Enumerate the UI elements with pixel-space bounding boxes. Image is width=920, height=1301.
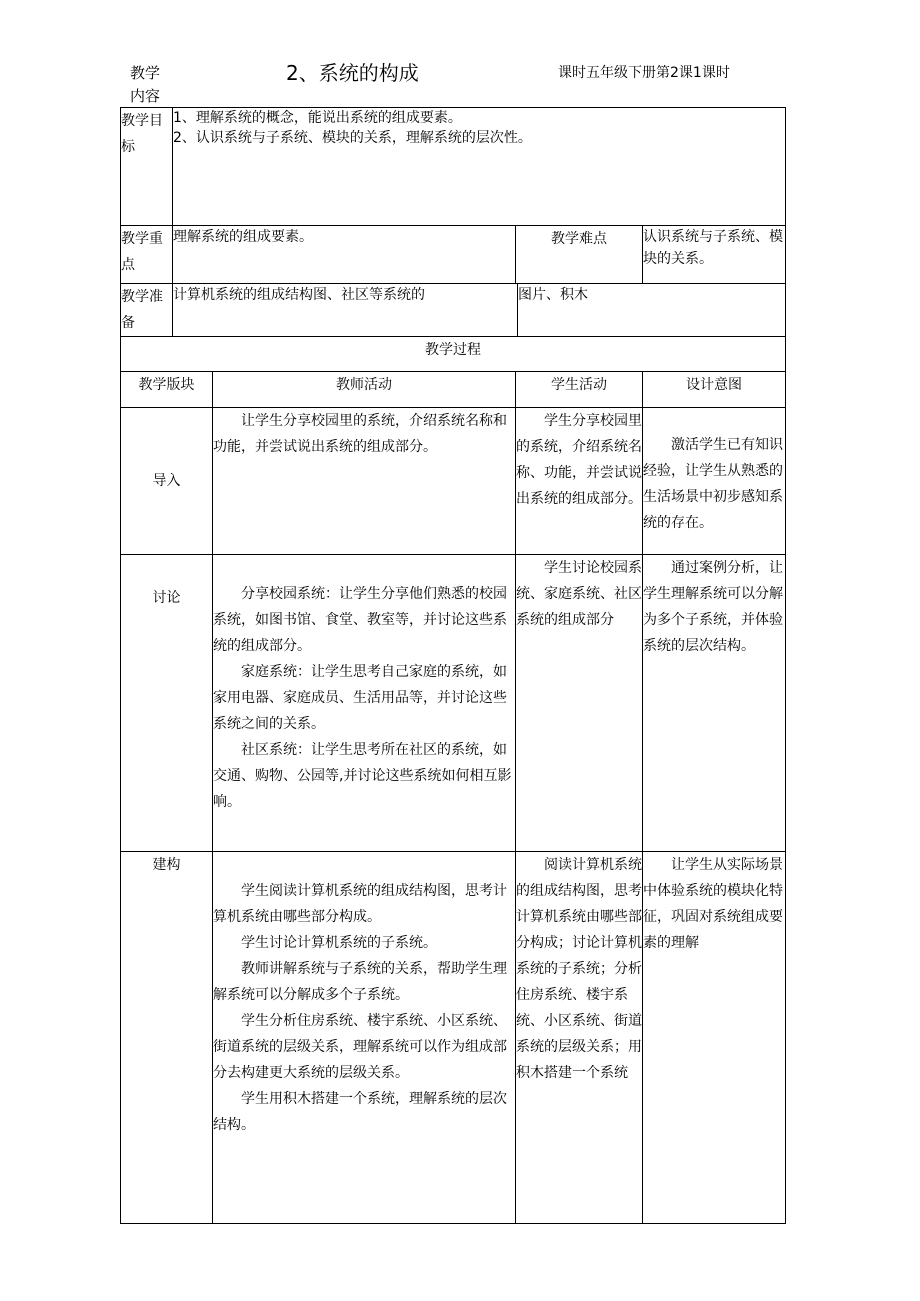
keypoints-value: 理解系统的组成要素。 [173, 226, 516, 284]
intent-paragraph: 让学生从实际场景中体验系统的模块化特征，巩固对系统组成要素的理解 [643, 857, 783, 951]
design-intent [643, 852, 786, 1224]
teacher-paragraph: 让学生分享校园里的系统，介绍系统名称和功能，并尝试说出系统的组成部分。 [213, 413, 507, 455]
col-header-teacher: 教师活动 [213, 372, 516, 408]
objectives-label: 教学目标 [121, 108, 173, 226]
lesson-plan-table [120, 107, 786, 1224]
teacher-paragraph: 学生分析住房系统、楼宇系统、小区系统、街道系统的层级关系，理解系统可以作为组成部分去构建更大系统的层级关系。 [213, 1013, 507, 1081]
teacher-paragraph: 学生阅读计算机系统的组成结构图，思考计算机系统由哪些部分构成。 [213, 883, 507, 925]
difficulty-value: 认识系统与子系统、模块的关系。 [643, 226, 786, 284]
keypoints-label: 教学重点 [121, 226, 173, 284]
teacher-activity [213, 852, 516, 1224]
section-label: 导入 [121, 408, 213, 555]
student-paragraph: 阅读计算机系统的组成结构图，思考计算机系统由哪些部分构成；讨论计算机系统的子系统；分析住房系统、楼宇系统、小区系统、街道系统的层级关系；用积木搭建一个系统 [516, 857, 642, 1081]
col-header-intent: 设计意图 [643, 372, 786, 408]
design-intent [643, 555, 786, 852]
student-paragraph: 学生分享校园里的系统，介绍系统名称、功能，并尝试说出系统的组成部分。 [516, 413, 642, 507]
teacher-paragraph: 家庭系统：让学生思考自己家庭的系统，如家用电器、家庭成员、生活用品等，并讨论这些系统之间的关系。 [213, 664, 507, 732]
student-activity [516, 852, 643, 1224]
lesson-title: 2、系统的构成 [286, 61, 419, 85]
preparation-row [121, 284, 786, 337]
preparation-teacher: 计算机系统的组成结构图、社区等系统的 [173, 284, 518, 337]
col-header-section: 教学版块 [121, 372, 213, 408]
keypoints-row [121, 226, 786, 284]
objectives-content [173, 108, 786, 226]
teacher-activity [213, 408, 516, 555]
teacher-paragraph: 学生用积木搭建一个系统，理解系统的层次结构。 [213, 1091, 507, 1133]
teacher-paragraph: 教师讲解系统与子系统的关系，帮助学生理解系统可以分解成多个子系统。 [213, 961, 507, 1003]
section-label: 讨论 [121, 555, 213, 852]
process-header-row [121, 372, 786, 408]
preparation-student: 图片、积木 [518, 284, 786, 337]
process-row [121, 408, 786, 555]
header-label: 教学内容 [130, 64, 161, 105]
process-row [121, 555, 786, 852]
objective-item: 1、理解系统的概念，能说出系统的组成要素。 [173, 110, 462, 126]
student-activity [516, 555, 643, 852]
objectives-row [121, 108, 786, 226]
lesson-meta: 课时五年级下册第2课1课时 [558, 65, 730, 81]
col-header-student: 学生活动 [516, 372, 643, 408]
objective-item: 2、认识系统与子系统、模块的关系，理解系统的层次性。 [173, 130, 532, 146]
student-activity [516, 408, 643, 555]
preparation-label: 教学准备 [121, 284, 173, 337]
difficulty-label: 教学难点 [516, 226, 643, 284]
teacher-paragraph: 学生讨论计算机系统的子系统。 [241, 935, 437, 951]
process-title-row [121, 337, 786, 372]
design-intent [643, 408, 786, 555]
intent-paragraph: 通过案例分析，让学生理解系统可以分解为多个子系统，并体验系统的层次结构。 [643, 560, 783, 654]
intent-paragraph: 激活学生已有知识经验，让学生从熟悉的生活场景中初步感知系统的存在。 [643, 437, 783, 531]
teacher-paragraph: 社区系统：让学生思考所在社区的系统，如交通、购物、公园等,并讨论这些系统如何相互影响。 [213, 742, 512, 810]
process-row [121, 852, 786, 1224]
section-label: 建构 [121, 852, 213, 1224]
teacher-activity [213, 555, 516, 852]
student-paragraph: 学生讨论校园系统、家庭系统、社区系统的组成部分 [516, 560, 642, 628]
teacher-paragraph: 分享校园系统：让学生分享他们熟悉的校园系统，如图书馆、食堂、教室等，并讨论这些系统的组成部分。 [213, 586, 507, 654]
process-title: 教学过程 [121, 337, 786, 372]
